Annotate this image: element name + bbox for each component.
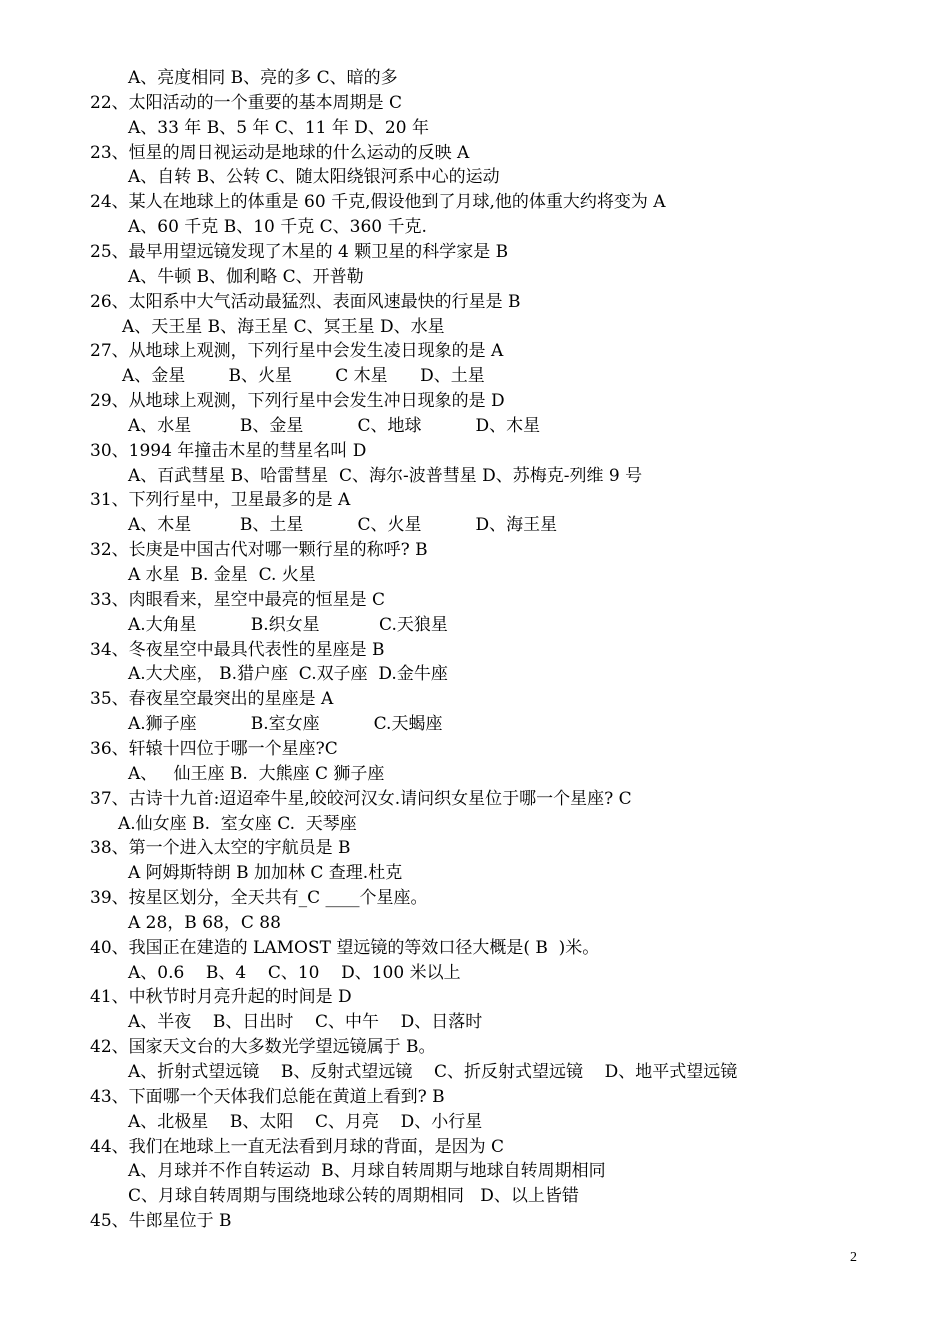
- answer-options-line: A、天王星 B、海王星 C、冥王星 D、水星: [122, 316, 445, 337]
- question-line: 24、某人在地球上的体重是 60 千克,假设他到了月球,他的体重大约将变为 A: [90, 192, 666, 213]
- question-line: 38、第一个进入太空的宇航员是 B: [90, 838, 351, 859]
- question-line: 34、冬夜星空中最具代表性的星座是 B: [90, 639, 385, 660]
- page-number: 2: [850, 1250, 857, 1265]
- question-line: 31、下列行星中，卫星最多的是 A: [90, 490, 351, 511]
- question-line: 45、牛郎星位于 B: [90, 1211, 232, 1232]
- answer-options-line: A、月球并不作自转运动 B、月球自转周期与地球自转周期相同: [128, 1161, 606, 1182]
- answer-options-line: C、月球自转周期与围绕地球公转的周期相同 D、以上皆错: [128, 1186, 579, 1207]
- answer-options-line: A.大犬座， B.猎户座 C.双子座 D.金牛座: [128, 664, 448, 685]
- question-line: 29、从地球上观测，下列行星中会发生冲日现象的是 D: [90, 391, 505, 412]
- question-line: 26、太阳系中大气活动最猛烈、表面风速最快的行星是 B: [90, 291, 521, 312]
- question-line: 23、恒星的周日视运动是地球的什么运动的反映 A: [90, 142, 470, 163]
- question-line: 39、按星区划分，全天共有_C ____个星座。: [90, 888, 428, 909]
- answer-options-line: A、0.6 B、4 C、10 D、100 米以上: [128, 962, 461, 983]
- answer-options-line: A、60 千克 B、10 千克 C、360 千克.: [128, 217, 427, 238]
- question-line: 42、国家天文台的大多数光学望远镜属于 B。: [90, 1037, 436, 1058]
- answer-options-line: A、 仙王座 B. 大熊座 C 狮子座: [128, 763, 385, 784]
- answer-options-line: A、牛顿 B、伽利略 C、开普勒: [128, 266, 364, 287]
- answer-options-line: A、金星 B、火星 C 木星 D、土星: [122, 366, 485, 387]
- answer-options-line: A、木星 B、土星 C、火星 D、海王星: [128, 515, 558, 536]
- answer-options-line: A.大角星 B.织女星 C.天狼星: [128, 614, 448, 635]
- question-line: 22、太阳活动的一个重要的基本周期是 C: [90, 92, 403, 113]
- answer-options-line: A、北极星 B、太阳 C、月亮 D、小行星: [128, 1111, 483, 1132]
- question-line: 25、最早用望远镜发现了木星的 4 颗卫星的科学家是 B: [90, 241, 509, 262]
- answer-options-line: A 阿姆斯特朗 B 加加林 C 查理.杜克: [128, 863, 403, 884]
- question-line: 44、我们在地球上一直无法看到月球的背面，是因为 C: [90, 1136, 505, 1157]
- answer-options-line: A、自转 B、公转 C、随太阳绕银河系中心的运动: [128, 167, 500, 188]
- question-line: 37、古诗十九首:迢迢牵牛星,皎皎河汉女.请问织女星位于哪一个星座? C: [90, 788, 632, 809]
- answer-options-line: A、半夜 B、日出时 C、中午 D、日落时: [128, 1012, 483, 1033]
- answer-options-line: A、33 年 B、5 年 C、11 年 D、20 年: [128, 117, 429, 138]
- question-line: 41、中秋节时月亮升起的时间是 D: [90, 987, 352, 1008]
- answer-options-line: A、折射式望远镜 B、反射式望远镜 C、折反射式望远镜 D、地平式望远镜: [128, 1062, 738, 1082]
- question-line: 27、从地球上观测，下列行星中会发生凌日现象的是 A: [90, 341, 504, 362]
- question-line: 32、长庚是中国古代对哪一颗行星的称呼? B: [90, 540, 428, 561]
- answer-options-line: A、亮度相同 B、亮的多 C、暗的多: [128, 68, 398, 88]
- question-line: 43、下面哪一个天体我们总能在黄道上看到? B: [90, 1086, 445, 1107]
- answer-options-line: A、百武彗星 B、哈雷彗星 C、海尔-波普彗星 D、苏梅克-列维 9 号: [128, 465, 643, 486]
- question-line: 36、轩辕十四位于哪一个星座?C: [90, 738, 338, 759]
- question-line: 40、我国正在建造的 LAMOST 望远镜的等效口径大概是( B )米。: [90, 937, 600, 958]
- answer-options-line: A.仙女座 B. 室女座 C. 天琴座: [118, 813, 357, 834]
- question-line: 33、肉眼看来，星空中最亮的恒星是 C: [90, 589, 386, 610]
- answer-options-line: A、水星 B、金星 C、地球 D、木星: [128, 415, 541, 436]
- answer-options-line: A 28，B 68，C 88: [128, 912, 281, 933]
- answer-options-line: A 水星 B. 金星 C. 火星: [128, 565, 316, 585]
- question-line: 35、春夜星空最突出的星座是 A: [90, 689, 334, 710]
- question-line: 30、1994 年撞击木星的彗星名叫 D: [90, 440, 367, 461]
- answer-options-line: A.狮子座 B.室女座 C.天蝎座: [128, 714, 443, 735]
